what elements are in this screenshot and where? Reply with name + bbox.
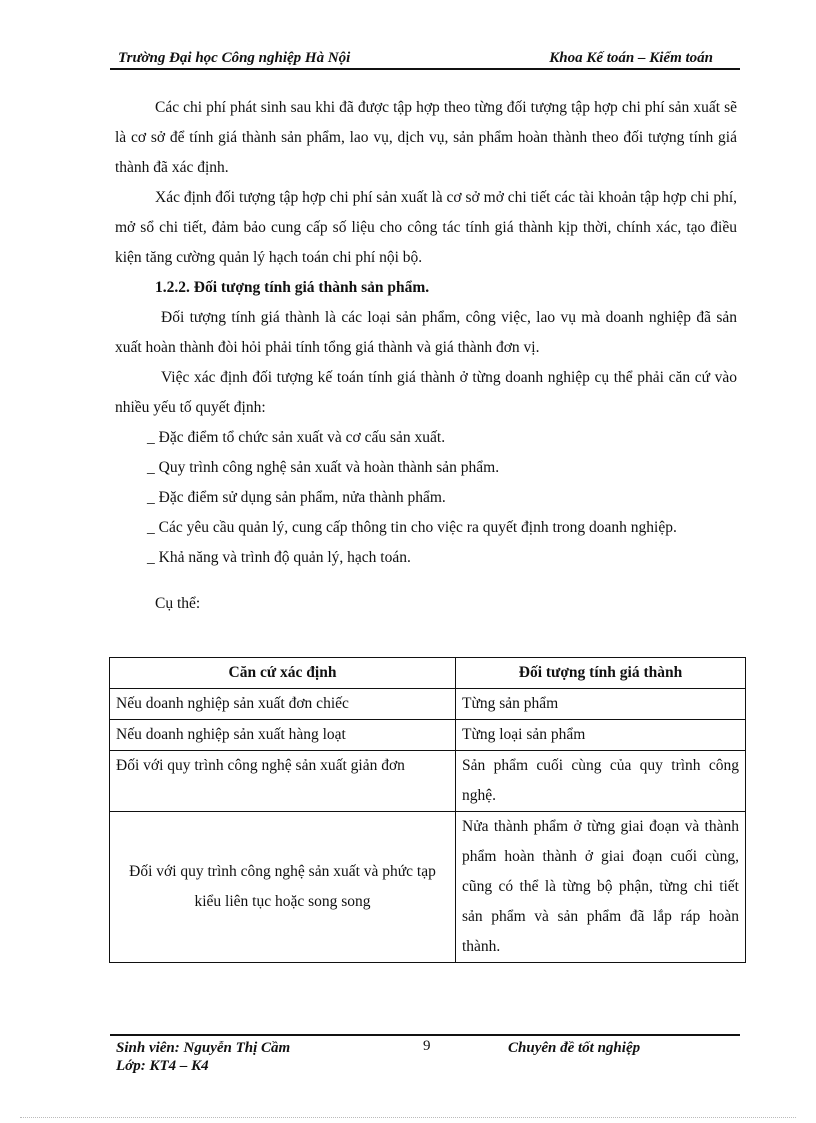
page-footer (110, 1038, 740, 1078)
table-cell: Nếu doanh nghiệp sản xuất đơn chiếc (110, 689, 456, 720)
footer-rule (110, 1034, 740, 1036)
page-boundary (20, 1117, 796, 1118)
bullet-item: _ Đặc điểm sử dụng sản phẩm, nửa thành phẩm. (147, 489, 446, 506)
paragraph-cost-object: Xác định đối tượng tập hợp chi phí sản xuất là cơ sở mở chi tiết các tài khoản tập hợp chi phí, mở sổ chi tiết, đảm bảo cung cấp số liệu cho công tác tính giá thành kịp thời, chính xác, tạo điều kiện tăng cường quản lý hạch toán chi phí nội bộ. (115, 189, 737, 266)
costing-object-table (109, 657, 746, 963)
table-cell: Đối với quy trình công nghệ sản xuất và phức tạp kiểu liên tục hoặc song song (110, 812, 456, 963)
header-university: Trường Đại học Công nghiệp Hà Nội (118, 50, 351, 66)
table-header-row (110, 658, 746, 689)
header-faculty: Khoa Kế toán – Kiểm toán (549, 50, 713, 66)
header-rule (110, 68, 740, 70)
table-cell: Sản phẩm cuối cùng của quy trình công nghệ. (456, 751, 746, 812)
bullet-item: _ Quy trình công nghệ sản xuất và hoàn thành sản phẩm. (147, 459, 500, 476)
specifics-label: Cụ thể: (155, 595, 201, 612)
bullet-item: _ Đặc điểm tổ chức sản xuất và cơ cấu sản xuất. (147, 429, 446, 446)
footer-class: Lớp: KT4 – K4 (116, 1058, 209, 1074)
table-cell: Đối với quy trình công nghệ sản xuất giản đơn (110, 751, 456, 812)
paragraph-determination: Việc xác định đối tượng kế toán tính giá thành ở từng doanh nghiệp cụ thể phải căn cứ vào nhiều yếu tố quyết định: (115, 369, 737, 416)
table-cell: Nửa thành phẩm ở từng giai đoạn và thành phẩm hoàn thành ở giai đoạn cuối cùng, cũng có thể là từng bộ phận, từng chi tiết sản phẩm và sản phẩm đã lắp ráp hoàn thành. (456, 812, 746, 963)
paragraph-cost-basis: Các chi phí phát sinh sau khi đã được tập hợp theo từng đối tượng tập hợp chi phí sản xuất sẽ là cơ sở để tính giá thành sản phẩm, lao vụ, dịch vụ, sản phẩm hoàn thành theo đối tượng tính giá thành đã xác định. (115, 99, 737, 176)
table-cell: Từng loại sản phẩm (456, 720, 746, 751)
footer-student: Sinh viên: Nguyễn Thị Cầm (116, 1040, 291, 1056)
section-heading: 1.2.2. Đối tượng tính giá thành sản phẩm. (155, 279, 430, 296)
body-text (115, 93, 737, 619)
table-cell: Từng sản phẩm (456, 689, 746, 720)
table-header-cell: Đối tượng tính giá thành (456, 658, 746, 689)
table-row (110, 689, 746, 720)
bullet-item: _ Khả năng và trình độ quản lý, hạch toán. (147, 549, 411, 566)
bullet-item: _ Các yêu cầu quản lý, cung cấp thông tin cho việc ra quyết định trong doanh nghiệp. (147, 519, 677, 536)
table-row (110, 812, 746, 963)
paragraph-costing-object: Đối tượng tính giá thành là các loại sản phẩm, công việc, lao vụ mà doanh nghiệp đã sản xuất hoàn thành đòi hỏi phải tính tổng giá thành và giá thành đơn vị. (115, 309, 737, 356)
page-number: 9 (423, 1038, 431, 1054)
table-row (110, 720, 746, 751)
table-row (110, 751, 746, 812)
table-cell: Nếu doanh nghiệp sản xuất hàng loạt (110, 720, 456, 751)
page-header (110, 46, 740, 68)
footer-thesis: Chuyên đề tốt nghiệp (508, 1040, 641, 1056)
table-header-cell: Căn cứ xác định (110, 658, 456, 689)
